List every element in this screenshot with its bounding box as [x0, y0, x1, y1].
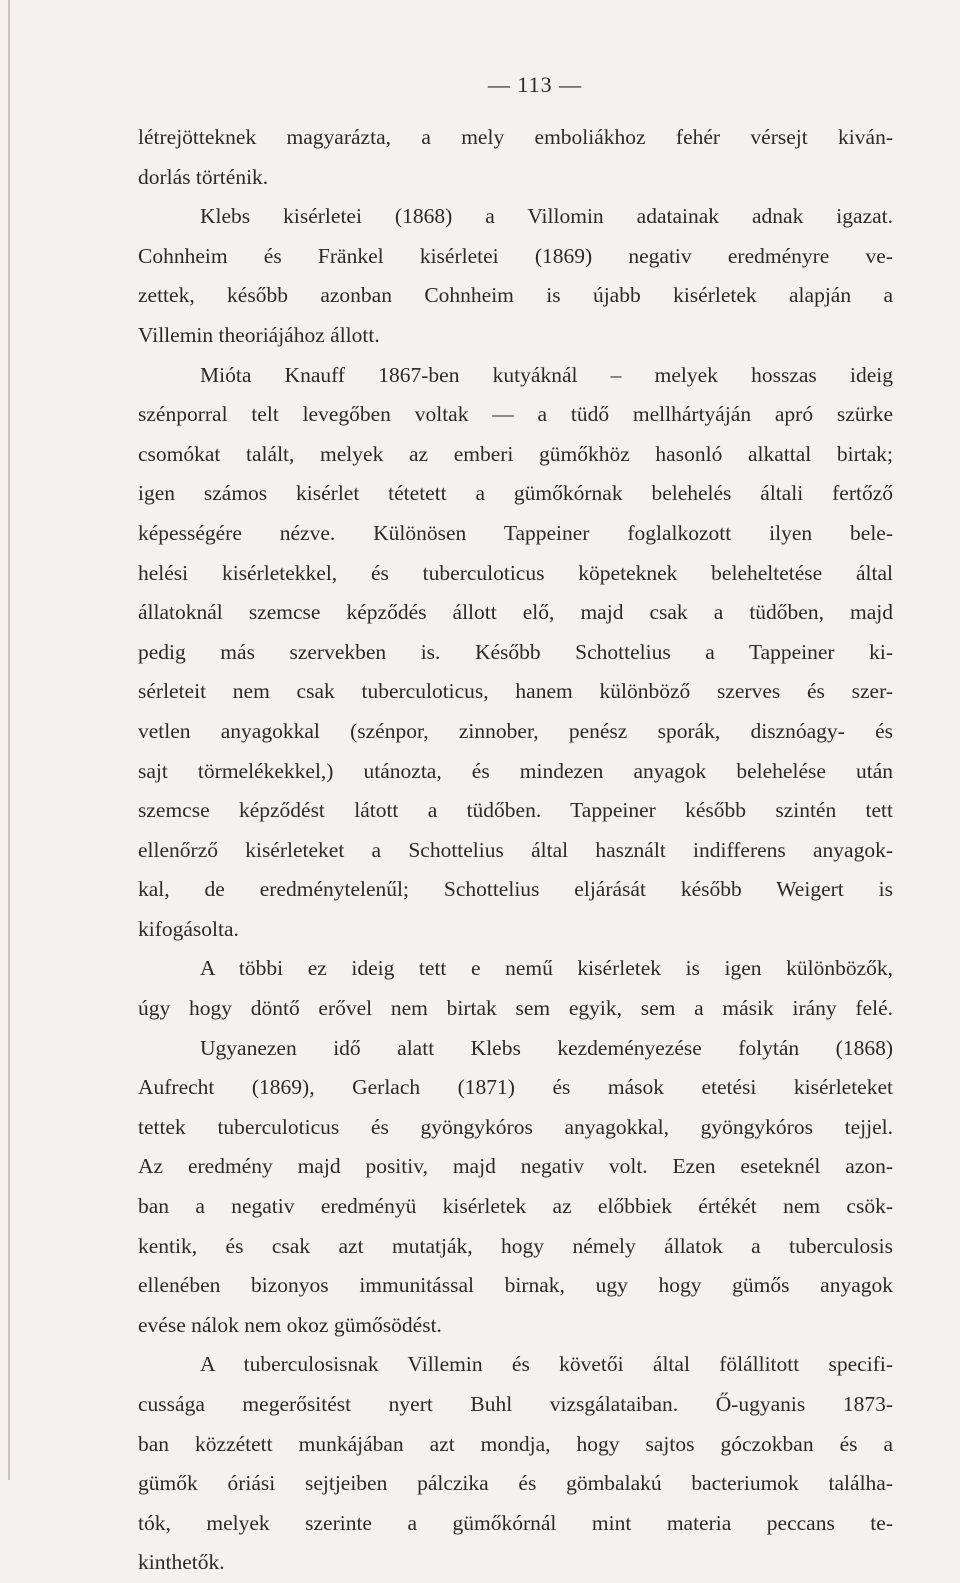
text-line: ellenében bizonyos immunitással birnak, ugy hogy gümős anyagok [138, 1273, 893, 1298]
text-line: gümők óriási sejtjeiben pálczika és gömbalakú bacteriumok találha- [138, 1471, 893, 1496]
text-line: Mióta Knauff 1867-ben kutyáknál – melyek hosszas ideig [200, 362, 893, 387]
text-line: kentik, és csak azt mutatják, hogy némely állatok a tuberculosis [138, 1233, 893, 1258]
page-edge-shadow [8, 0, 10, 1480]
text-line: Cohnheim és Fränkel kisérletei (1869) negativ eredményre ve- [138, 243, 893, 268]
text-line: kal, de eredménytelenűl; Schottelius eljárását később Weigert is [138, 877, 893, 902]
text-line: tók, melyek szerinte a gümőkórnál mint materia peccans te- [138, 1510, 893, 1535]
text-line: szénporral telt levegőben voltak — a tüdő mellhártyáján apró szürke [138, 402, 893, 427]
text-line: evése nálok nem okoz gümősödést. [138, 1312, 442, 1337]
text-line: Villemin theoriájához állott. [138, 322, 380, 347]
text-line: A tuberculosisnak Villemin és követői által fölállitott specifi- [200, 1352, 893, 1377]
text-line: állatoknál szemcse képződés állott elő, majd csak a tüdőben, majd [138, 600, 893, 625]
page-number: — 113 — [487, 72, 583, 97]
text-line: létrejötteknek magyarázta, a mely emboliákhoz fehér vérsejt kiván- [138, 125, 893, 149]
text-line: helési kisérletekkel, és tuberculoticus köpeteknek beleheltetése által [138, 560, 893, 585]
text-line: pedig más szervekben is. Később Schottelius a Tappeiner ki- [138, 639, 893, 664]
text-line: Klebs kisérletei (1868) a Villomin adatainak adnak igazat. [200, 204, 893, 229]
body-text [138, 118, 893, 1583]
text-line: csomókat talált, melyek az emberi gümőkhöz hasonló alkattal birtak; [138, 441, 893, 466]
text-line: kifogásolta. [138, 916, 239, 941]
text-line: zettek, később azonban Cohnheim is újabb kisérletek alapján a [138, 283, 893, 308]
text-line: vetlen anyagokkal (szénpor, zinnober, penész sporák, disznóagy- és [138, 718, 893, 743]
text-line: cussága megerősitést nyert Buhl vizsgálataiban. Ő-ugyanis 1873- [138, 1392, 893, 1416]
text-line: igen számos kisérlet tétetett a gümőkórnak belehelés általi fertőző [138, 481, 893, 506]
text-line: Aufrecht (1869), Gerlach (1871) és mások etetési kisérleteket [138, 1075, 893, 1100]
text-line: képességére nézve. Különösen Tappeiner foglalkozott ilyen bele- [138, 520, 893, 545]
text-line: Az eredmény majd positiv, majd negativ volt. Ezen eseteknél azon- [138, 1154, 893, 1179]
text-line: sajt törmelékekkel,) utánozta, és mindezen anyagok belehelése után [138, 758, 893, 783]
text-line: ban a negativ eredményü kisérletek az előbbiek értékét nem csök- [138, 1194, 893, 1219]
text-line: kinthetők. [138, 1550, 225, 1575]
text-line: szemcse képződést látott a tüdőben. Tappeiner később szintén tett [138, 798, 893, 823]
text-line: sérleteit nem csak tuberculoticus, hanem különböző szerves és szer- [138, 679, 893, 704]
text-line: ban közzétett munkájában azt mondja, hogy sajtos góczokban és a [138, 1431, 893, 1456]
text-line: A többi ez ideig tett e nemű kisérletek is igen különbözők, [200, 956, 893, 981]
text-line: Ugyanezen idő alatt Klebs kezdeményezése folytán (1868) [200, 1035, 893, 1060]
text-line: úgy hogy döntő erővel nem birtak sem egyik, sem a másik irány felé. [138, 996, 893, 1021]
text-line: dorlás történik. [138, 164, 269, 189]
text-line: tettek tuberculoticus és gyöngykóros anyagokkal, gyöngykóros tejjel. [138, 1114, 893, 1139]
text-line: ellenőrző kisérleteket a Schottelius által használt indifferens anyagok- [138, 837, 893, 862]
